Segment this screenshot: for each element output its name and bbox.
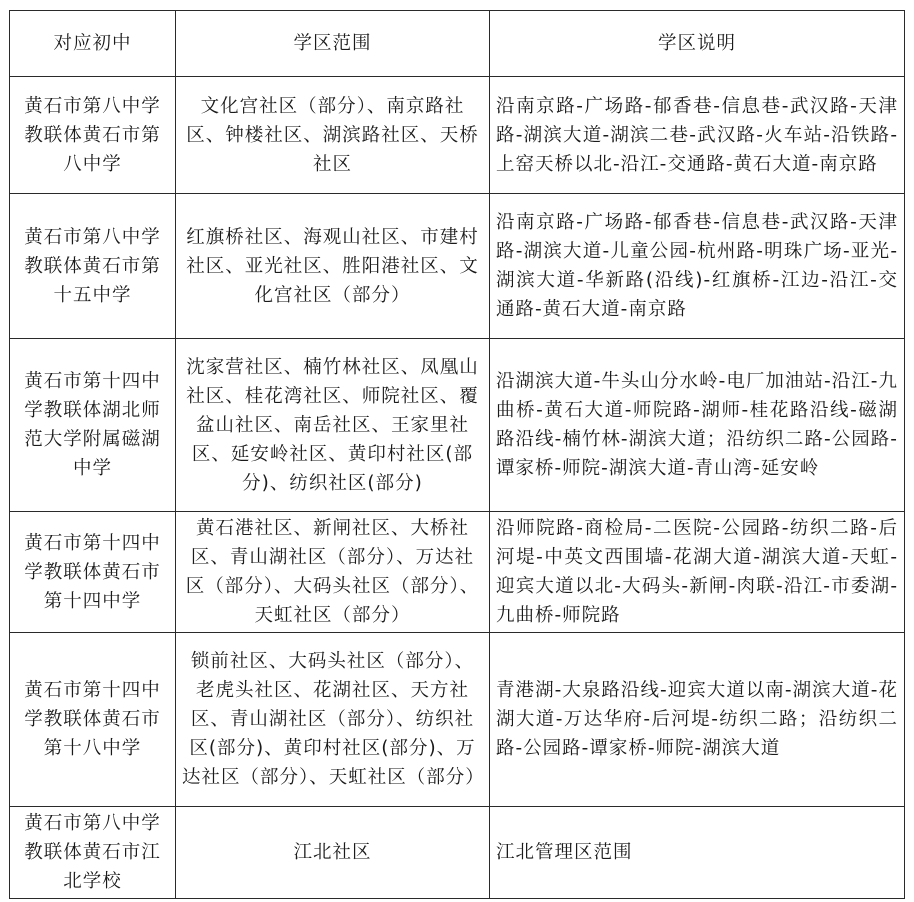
table-header-row [10, 11, 905, 77]
school-cell: 黄石市第十四中学教联体湖北师范大学附属磁湖中学 [10, 339, 176, 512]
table-row [10, 194, 905, 339]
description-cell: 江北管理区范围 [490, 807, 905, 899]
scope-cell: 黄石港社区、新闸社区、大桥社区、青山湖社区（部分）、万达社区（部分）、大码头社区（部分）、天虹社区（部分） [176, 512, 490, 633]
scope-cell: 红旗桥社区、海观山社区、市建村社区、亚光社区、胜阳港社区、文化宫社区（部分） [176, 194, 490, 339]
school-district-table [9, 10, 905, 899]
table-row [10, 512, 905, 633]
description-cell: 沿南京路-广场路-郁香巷-信息巷-武汉路-天津路-湖滨大道-儿童公园-杭州路-明珠广场-亚光-湖滨大道-华新路(沿线)-红旗桥-江边-沿江-交通路-黄石大道-南京路 [490, 194, 905, 339]
header-school: 对应初中 [10, 11, 176, 77]
scope-cell: 文化宫社区（部分）、南京路社区、钟楼社区、湖滨路社区、天桥社区 [176, 77, 490, 194]
table-row [10, 807, 905, 899]
school-cell: 黄石市第八中学教联体黄石市第八中学 [10, 77, 176, 194]
school-cell: 黄石市第八中学教联体黄石市江北学校 [10, 807, 176, 899]
scope-cell: 锁前社区、大码头社区（部分）、老虎头社区、花湖社区、天方社区、青山湖社区（部分）、纺织社区(部分)、黄印村社区(部分)、万达社区（部分）、天虹社区（部分） [176, 633, 490, 807]
description-cell: 青港湖-大泉路沿线-迎宾大道以南-湖滨大道-花湖大道-万达华府-后河堤-纺织二路；沿纺织二路-公园路-谭家桥-师院-湖滨大道 [490, 633, 905, 807]
school-cell: 黄石市第十四中学教联体黄石市第十八中学 [10, 633, 176, 807]
description-cell: 沿湖滨大道-牛头山分水岭-电厂加油站-沿江-九曲桥-黄石大道-师院路-湖师-桂花路沿线-磁湖路沿线-楠竹林-湖滨大道；沿纺织二路-公园路-谭家桥-师院-湖滨大道-青山湾-延安岭 [490, 339, 905, 512]
header-scope: 学区范围 [176, 11, 490, 77]
header-description: 学区说明 [490, 11, 905, 77]
table-row [10, 339, 905, 512]
description-cell: 沿南京路-广场路-郁香巷-信息巷-武汉路-天津路-湖滨大道-湖滨二巷-武汉路-火车站-沿铁路-上窑天桥以北-沿江-交通路-黄石大道-南京路 [490, 77, 905, 194]
scope-cell: 江北社区 [176, 807, 490, 899]
scope-cell: 沈家营社区、楠竹林社区、凤凰山社区、桂花湾社区、师院社区、覆盆山社区、南岳社区、王家里社区、延安岭社区、黄印村社区(部分)、纺织社区(部分) [176, 339, 490, 512]
school-cell: 黄石市第八中学教联体黄石市第十五中学 [10, 194, 176, 339]
description-cell: 沿师院路-商检局-二医院-公园路-纺织二路-后河堤-中英文西围墙-花湖大道-湖滨大道-天虹-迎宾大道以北-大码头-新闸-肉联-沿江-市委湖-九曲桥-师院路 [490, 512, 905, 633]
school-cell: 黄石市第十四中学教联体黄石市第十四中学 [10, 512, 176, 633]
table-row [10, 633, 905, 807]
table-row [10, 77, 905, 194]
